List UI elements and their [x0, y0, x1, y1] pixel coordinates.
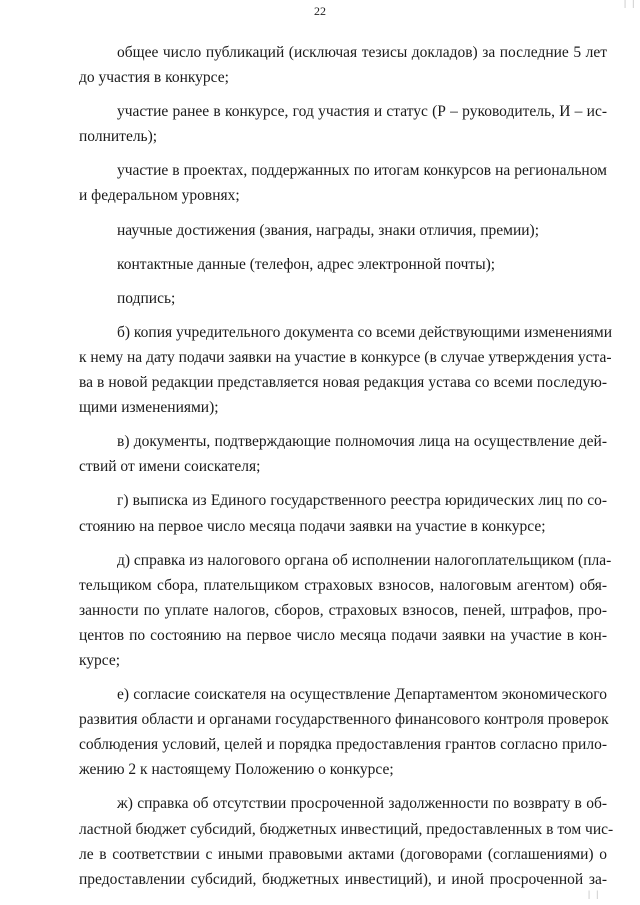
paragraph-line: жению 2 к настоящему Положению о конкурсе; [79, 761, 394, 779]
paragraph-item-b [79, 320, 613, 420]
paragraph-line: контактные данные (телефон, адрес электронной почты); [117, 255, 496, 273]
paragraph-line: курсе; [79, 651, 121, 669]
paragraph-line: в) документы, подтверждающие полномочия лица на осуществление дей- [117, 433, 607, 451]
paragraph-item-e [79, 682, 607, 782]
paragraph-item-zh [79, 791, 614, 891]
paragraph-line: научные достижения (звания, награды, знаки отличия, премии); [117, 221, 540, 239]
paragraph-supported-projects [79, 158, 607, 208]
paragraph-line: участие в проектах, поддержанных по итогам конкурсов на региональном [117, 162, 607, 180]
paragraph-line: е) согласие соискателя на осуществление Департаментом экономического [117, 686, 607, 704]
paragraph-line: д) справка из налогового органа об исполнении налогоплательщиком (пла- [117, 551, 612, 569]
paragraph-line: ластной бюджет субсидий, бюджетных инвестиций, предоставленных в том чис- [79, 820, 614, 838]
paragraph-line: к нему на дату подачи заявки на участие в конкурсе (в случае утверждения уста- [79, 348, 612, 366]
paragraph-signature [79, 286, 607, 311]
paragraph-line: развития области и органами государственного финансового контроля проверок [79, 711, 609, 729]
paragraph-line: предоставлении субсидий, бюджетных инвестиций), и иной просроченной за- [79, 870, 607, 888]
paragraph-item-v [79, 429, 607, 479]
document-body [79, 40, 614, 892]
paragraph-line: полнитель); [79, 128, 158, 146]
paragraph-line: общее число публикаций (исключая тезисы докладов) за последние 5 лет [117, 44, 607, 61]
paragraph-line: щими изменениями); [79, 399, 219, 417]
scan-corner-mark-top: | | [624, 0, 636, 8]
paragraph-line: г) выписка из Единого государственного реестра юридических лиц по со- [117, 492, 607, 510]
paragraph-line: стоянию на первое число месяца подачи заявки на участие в конкурсе; [79, 517, 546, 535]
paragraph-item-d [79, 548, 612, 673]
paragraph-line: до участия в конкурсе; [79, 69, 229, 87]
paragraph-line: ле в соответствии с иными правовыми актами (договорами (соглашениями) о [79, 845, 607, 863]
paragraph-line: и федеральном уровнях; [79, 187, 240, 205]
paragraph-line: тельщиком сбора, плательщиком страховых взносов, налоговым агентом) обя- [79, 576, 607, 594]
scan-corner-mark-bottom: | | [588, 889, 600, 899]
page-number: 22 [314, 4, 326, 18]
paragraph-line: ва в новой редакции представляется новая редакция устава со всеми последую- [79, 374, 607, 392]
paragraph-line: б) копия учредительного документа со всеми действующими изменениями [117, 323, 613, 341]
paragraph-item-g [79, 488, 607, 538]
paragraph-line: центов по состоянию на первое число месяца подачи заявки на участие в кон- [79, 626, 607, 644]
paragraph-line: участие ранее в конкурсе, год участия и статус (Р – руководитель, И – ис- [117, 103, 607, 121]
paragraph-scientific-achievements [79, 218, 607, 243]
paragraph-previous-participation [79, 99, 607, 149]
paragraph-line: занности по уплате налогов, сборов, страховых взносов, пеней, штрафов, про- [79, 601, 607, 619]
paragraph-line: ж) справка об отсутствии просроченной задолженности по возврату в об- [117, 795, 607, 813]
paragraph-line: ствий от имени соискателя; [79, 458, 261, 476]
paragraph-line: соблюдения условий, целей и порядка предоставления грантов согласно прило- [79, 736, 607, 754]
paragraph-line: подпись; [117, 289, 176, 307]
paragraph-contact-details [79, 252, 607, 277]
paragraph-publications-count [79, 40, 607, 90]
